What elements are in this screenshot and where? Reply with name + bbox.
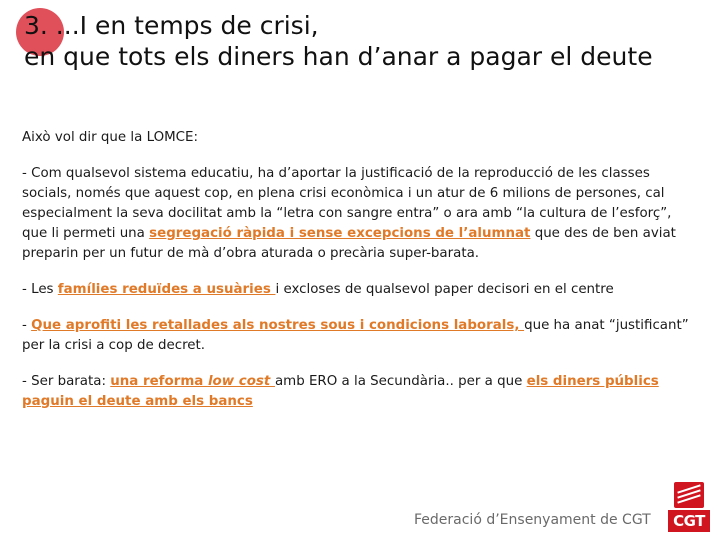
p3-text-a: - xyxy=(22,318,32,333)
p3-text-b: que ha anat “justificant” per la crisi a cop de decret. xyxy=(22,318,689,353)
cgt-logo xyxy=(668,482,710,532)
intro-text: Això vol dir que la LOMCE: xyxy=(22,130,198,145)
p1-text-a: - Com qualsevol sistema educatiu, ha d’aportar la justificació de la reproducció de les classes socials, només que aquest cop, en plena crisi econòmica i un atur de 6 milions de persones, cal especialment la seva docilitat amb la “letra con sangre entra” o ara amb “la cultura de l’esforç”, que li permeti una xyxy=(22,166,672,241)
p4-highlight-2: els diners públics paguin el deute amb els bancs xyxy=(22,374,659,409)
title-number: 3. xyxy=(24,11,48,40)
title-line1: ...I en temps de crisi, xyxy=(47,11,319,40)
p1-text-b: que des de ben aviat preparin per un futur de mà d’obra aturada o precària super-barata. xyxy=(22,226,676,261)
p2-text-b: i excloses de qualsevol paper decisori en el centre xyxy=(275,282,614,297)
paragraph-reproduction xyxy=(22,164,692,264)
p4-text-b: amb ERO a la Secundària.. per a que xyxy=(274,374,527,389)
slide-title xyxy=(24,10,704,72)
paragraph-cheap xyxy=(22,372,692,412)
intro-paragraph xyxy=(22,128,692,148)
p4-highlight-1: una reforma xyxy=(110,374,208,389)
p2-highlight: famílies reduïdes a usuàries xyxy=(57,282,276,297)
p4-highlight-italic: low cost xyxy=(207,374,275,389)
logo-text: CGT xyxy=(668,510,710,532)
footer-text: Federació d’Ensenyament de CGT xyxy=(414,512,651,528)
p3-highlight: Que aprofiti les retallades als nostres sous i condicions laborals, xyxy=(31,318,525,333)
title-line2: en que tots els diners han d’anar a pagar el deute xyxy=(24,42,653,71)
p2-text-a: - Les xyxy=(22,282,58,297)
paragraph-cuts xyxy=(22,316,692,356)
logo-emblem-icon xyxy=(674,482,704,508)
slide-body xyxy=(22,128,692,428)
p4-text-a: - Ser barata: xyxy=(22,374,111,389)
paragraph-families xyxy=(22,280,692,300)
p1-highlight: segregació ràpida i sense excepcions de l’alumnat xyxy=(149,226,531,241)
